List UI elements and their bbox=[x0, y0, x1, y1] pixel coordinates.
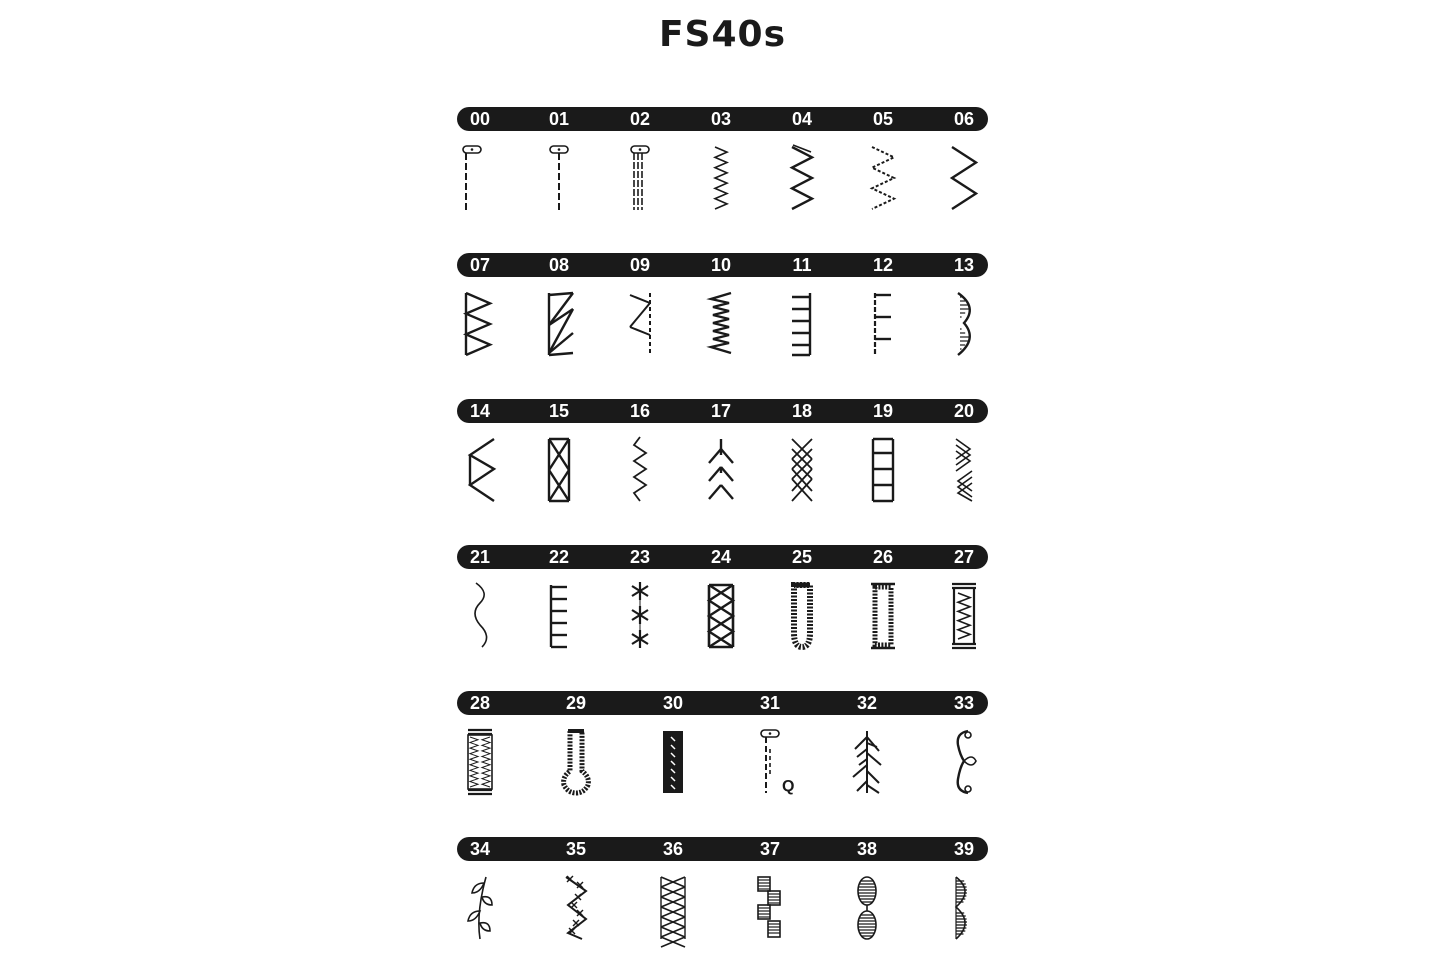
stitch-symbol bbox=[529, 581, 589, 651]
straight-stitch-left-icon bbox=[450, 143, 510, 213]
stitch-number: 05 bbox=[872, 109, 894, 129]
stitch-symbol bbox=[450, 581, 510, 651]
star-stitch-icon bbox=[610, 581, 670, 651]
stitch-symbol bbox=[837, 727, 897, 797]
stitch-symbol bbox=[853, 581, 913, 651]
stitch-symbol bbox=[740, 873, 800, 943]
stitch-number: 22 bbox=[548, 547, 570, 567]
stitch-number: 26 bbox=[872, 547, 894, 567]
stitch-symbol bbox=[740, 727, 800, 797]
stitch-number: 24 bbox=[710, 547, 732, 567]
stitch-number: 12 bbox=[872, 255, 894, 275]
stitch-symbol bbox=[691, 435, 751, 505]
blanket-stitch-icon bbox=[772, 289, 832, 359]
feather-stitch-icon bbox=[691, 435, 751, 505]
stitch-symbol bbox=[691, 143, 751, 213]
zigzag-cross-icon bbox=[546, 873, 606, 943]
stitch-number: 06 bbox=[953, 109, 975, 129]
stitch-symbol bbox=[450, 873, 510, 943]
stitch-symbol bbox=[934, 143, 994, 213]
elastic-blind-hem-icon bbox=[691, 289, 751, 359]
stitch-symbol bbox=[610, 435, 670, 505]
stitch-symbol bbox=[691, 289, 751, 359]
stitch-number: 11 bbox=[792, 255, 812, 275]
oval-satin-icon bbox=[837, 873, 897, 943]
stitch-number: 36 bbox=[662, 839, 684, 859]
stitch-label: Q bbox=[782, 778, 795, 795]
stitch-number: 39 bbox=[953, 839, 975, 859]
stitch-symbol bbox=[772, 581, 832, 651]
stitch-number: 04 bbox=[791, 109, 813, 129]
stitch-symbol bbox=[934, 727, 994, 797]
wave-stitch-icon bbox=[450, 581, 510, 651]
stitch-symbol bbox=[529, 435, 589, 505]
stitch-symbol bbox=[610, 581, 670, 651]
lattice-stitch-icon bbox=[643, 873, 703, 943]
stitch-number: 34 bbox=[469, 839, 491, 859]
stitch-number: 27 bbox=[953, 547, 975, 567]
stitch-number: 01 bbox=[548, 109, 570, 129]
stitch-symbol bbox=[772, 143, 832, 213]
bartack-buttonhole-icon bbox=[643, 727, 703, 797]
stitch-number: 10 bbox=[710, 255, 732, 275]
stitch-number: 23 bbox=[629, 547, 651, 567]
stitch-symbol bbox=[529, 143, 589, 213]
stitch-number: 20 bbox=[953, 401, 975, 421]
stitch-symbol bbox=[610, 143, 670, 213]
stitch-symbol bbox=[546, 727, 606, 797]
stitch-symbol bbox=[450, 143, 510, 213]
stitch-number: 33 bbox=[953, 693, 975, 713]
stitch-symbol bbox=[643, 727, 703, 797]
half-oval-satin-icon bbox=[934, 873, 994, 943]
quilting-stitch-icon bbox=[740, 727, 800, 797]
stitch-number: 32 bbox=[856, 693, 878, 713]
branch-stitch-icon bbox=[837, 727, 897, 797]
stitch-number: 37 bbox=[759, 839, 781, 859]
stitch-number: 13 bbox=[953, 255, 975, 275]
blind-hem-icon bbox=[610, 289, 670, 359]
stitch-number: 02 bbox=[629, 109, 651, 129]
stitch-number: 18 bbox=[791, 401, 813, 421]
stitch-number: 08 bbox=[548, 255, 570, 275]
stitch-number: 16 bbox=[629, 401, 651, 421]
stitch-number: 35 bbox=[565, 839, 587, 859]
stitch-symbol bbox=[853, 143, 913, 213]
wide-zigzag-icon bbox=[934, 143, 994, 213]
stitch-number-bar bbox=[457, 399, 988, 423]
narrow-zigzag-icon bbox=[691, 143, 751, 213]
stitch-number-bar bbox=[457, 545, 988, 569]
overlock-box-icon bbox=[529, 435, 589, 505]
stitch-symbol bbox=[450, 727, 510, 797]
stretch-blanket-stitch-icon bbox=[853, 289, 913, 359]
round-buttonhole-icon bbox=[772, 581, 832, 651]
stitch-number: 15 bbox=[548, 401, 570, 421]
stitch-symbol bbox=[450, 435, 510, 505]
comb-stitch-icon bbox=[529, 581, 589, 651]
stitch-symbol bbox=[934, 289, 994, 359]
stitch-number-bar bbox=[457, 253, 988, 277]
rick-rack-icon bbox=[610, 435, 670, 505]
shell-tuck-icon bbox=[934, 289, 994, 359]
cross-stitch-icon bbox=[772, 435, 832, 505]
stitch-symbol bbox=[643, 873, 703, 943]
stitch-number: 03 bbox=[710, 109, 732, 129]
stitch-number-bar bbox=[457, 837, 988, 861]
stitch-number: 19 bbox=[872, 401, 894, 421]
slant-zigzag-icon bbox=[450, 435, 510, 505]
stitch-symbol bbox=[529, 289, 589, 359]
ladder-stitch-icon bbox=[853, 435, 913, 505]
stitch-number: 21 bbox=[469, 547, 491, 567]
stitch-symbol bbox=[546, 873, 606, 943]
stitch-symbol bbox=[934, 873, 994, 943]
step-bar-icon bbox=[740, 873, 800, 943]
zigzag-icon bbox=[772, 143, 832, 213]
stretch-buttonhole-icon bbox=[934, 581, 994, 651]
stitch-symbol bbox=[837, 873, 897, 943]
leaf-vine-icon bbox=[450, 873, 510, 943]
stitch-symbol bbox=[853, 435, 913, 505]
stitch-number: 17 bbox=[710, 401, 732, 421]
stitch-symbol bbox=[934, 581, 994, 651]
triple-straight-stitch-icon bbox=[610, 143, 670, 213]
stitch-symbol bbox=[691, 581, 751, 651]
stitch-number: 07 bbox=[469, 255, 491, 275]
stitch-number: 29 bbox=[565, 693, 587, 713]
stitch-number: 38 bbox=[856, 839, 878, 859]
stitch-symbol bbox=[610, 289, 670, 359]
stitch-number-bar bbox=[457, 691, 988, 715]
stitch-number: 14 bbox=[469, 401, 491, 421]
stitch-symbol bbox=[772, 435, 832, 505]
stitch-number: 30 bbox=[662, 693, 684, 713]
square-buttonhole-icon bbox=[853, 581, 913, 651]
page-title: FS40s bbox=[658, 14, 787, 55]
stitch-symbol bbox=[934, 435, 994, 505]
heirloom-buttonhole-icon bbox=[450, 727, 510, 797]
stitch-number: 09 bbox=[629, 255, 651, 275]
stitch-number-bar bbox=[457, 107, 988, 131]
stitch-number: 28 bbox=[469, 693, 491, 713]
stitch-symbol bbox=[772, 289, 832, 359]
stitch-number: 31 bbox=[759, 693, 781, 713]
triangle-box-icon bbox=[691, 581, 751, 651]
chevron-stitch-icon bbox=[934, 435, 994, 505]
straight-stitch-center-icon bbox=[529, 143, 589, 213]
stitch-number: 25 bbox=[791, 547, 813, 567]
overcast-stitch-icon bbox=[529, 289, 589, 359]
stitch-symbol bbox=[450, 289, 510, 359]
scroll-stitch-icon bbox=[934, 727, 994, 797]
three-step-zigzag-icon bbox=[853, 143, 913, 213]
keyhole-buttonhole-icon bbox=[546, 727, 606, 797]
stitch-symbol bbox=[853, 289, 913, 359]
overlock-zigzag-icon bbox=[450, 289, 510, 359]
stitch-number: 00 bbox=[469, 109, 491, 129]
